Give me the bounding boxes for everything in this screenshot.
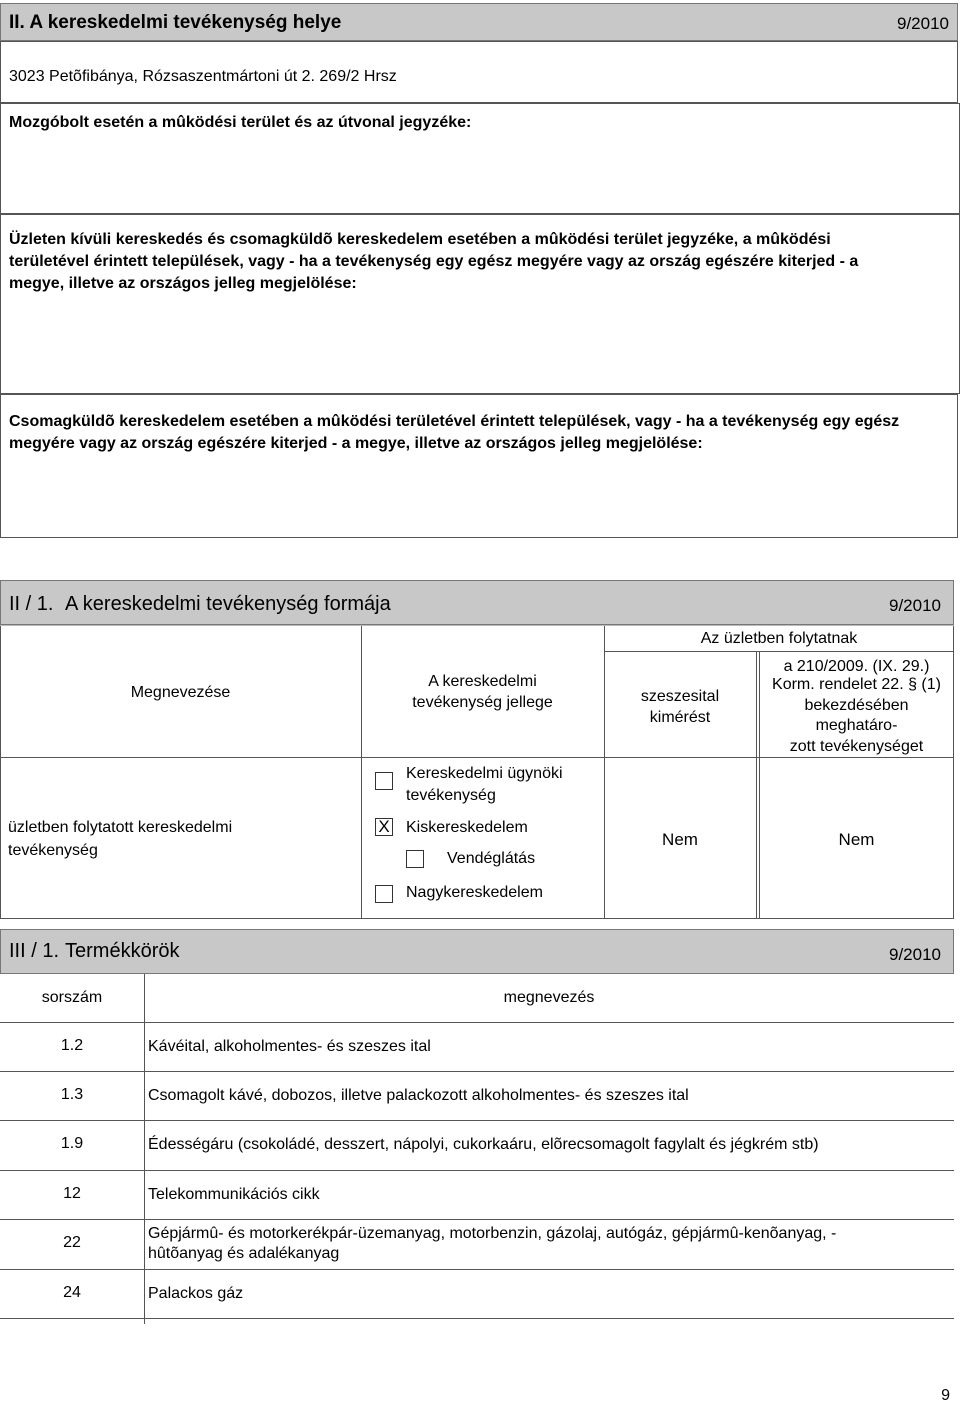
section-ii1-date: 9/2010 [889,596,941,615]
row-name-5-line2: hûtõanyag és adalékanyag [148,1245,340,1262]
row-name-line2: tevékenység [8,842,98,859]
row-num-1: 1.2 [60,1037,84,1054]
row-name-2: Csomagolt kávé, dobozos, illetve palackozott alkoholmentes- és szeszes ital [148,1087,689,1104]
forma-table [0,625,954,919]
row-num-6: 24 [63,1284,81,1301]
col-szeszesital-line2: kimérést [649,709,711,726]
section-ii1-title-prefix: II / 1. [9,593,54,615]
col-jellege-line1: A kereskedelmi [428,673,537,690]
section-iii1-title-prefix: III / 1. [9,940,60,962]
row-num-4: 12 [63,1185,81,1202]
section-ii-title: II. A kereskedelmi tevékenység helye [9,12,342,33]
row-name-3: Édességáru (csokoládé, desszert, nápolyi, cukorkaáru, elõrecsomagolt fagylalt és jégkrém stb) [148,1136,819,1153]
col-rendelet-line5: zott tevékenységet [789,738,924,755]
section-ii-date: 9/2010 [897,14,949,33]
csomagkuldo-label: Csomagküldõ kereskedelem esetében a mûködési területével érintett települések, vagy - ha a tevékenység egy egész megyére vagy az ország egészére kiterjed - a megye, illetve az országos jelleg megjelölése: [9,413,900,452]
szeszesital-value: Nem [662,830,698,849]
section-ii1-title: A kereskedelmi tevékenység formája [65,593,391,615]
row-name-6: Palackos gáz [148,1285,244,1302]
row-num-3: 1.9 [60,1135,84,1152]
col-sorszam: sorszám [41,989,103,1006]
row-name-5-line1: Gépjármû- és motorkerékpár-üzemanyag, motorbenzin, gázolaj, autógáz, gépjármû-kenõanyag, - [148,1225,837,1242]
col-rendelet-line4: meghatáro- [815,717,898,734]
col-megnevezese: Megnevezése [130,684,231,701]
row-name-1: Kávéital, alkoholmentes- és szeszes ital [148,1038,431,1055]
option-label-ugynoki-line1: Kereskedelmi ügynöki [406,765,563,782]
option-label-vendeglatas: Vendéglátás [447,850,536,867]
row-num-5: 22 [63,1234,81,1251]
page-number: 9 [941,1387,950,1404]
col-rendelet-line3: bekezdésében [804,697,909,714]
row-num-2: 1.3 [60,1086,84,1103]
section-ii1-header [0,580,954,625]
col-group: Az üzletben folytatnak [700,630,858,647]
uzleten-kivuli-box [0,214,960,394]
section-iii1-header [0,929,954,974]
csomagkuldo-box [0,394,958,538]
rendelet-value: Nem [838,830,875,849]
option-checkbox-kiskereskedelem[interactable]: X [375,818,393,836]
col-jellege-line2: tevékenység jellege [412,694,553,711]
col-szeszesital-line1: szeszesital [640,688,720,705]
option-label-kiskereskedelem: Kiskereskedelem [406,819,528,836]
section-iii1-date: 9/2010 [889,945,941,964]
option-checkbox-ugynoki[interactable] [375,772,393,790]
col-megnevezes: megnevezés [503,989,595,1006]
row-name-4: Telekommunikációs cikk [148,1186,320,1203]
termekkorok-table [0,974,954,1324]
address-box [0,41,958,103]
address-text: 3023 Petõfibánya, Rózsaszentmártoni út 2. 269/2 Hrsz [9,68,397,85]
uzleten-kivuli-label: Üzleten kívüli kereskedés és csomagküldõ kereskedelem esetében a mûködési terület jegyzéke, a mûködési területével érintett települések, vagy - ha a tevékenység egy egész megyére vagy az ország egészére kiterjed - a megye, illetve az országos jelleg megjelölése: [9,231,859,292]
mozgobolt-box [0,103,960,214]
option-label-ugynoki-line2: tevékenység [406,787,496,804]
row-name-line1: üzletben folytatott kereskedelmi [8,819,233,836]
col-rendelet-line1: a 210/2009. (IX. 29.) [783,658,930,675]
option-label-nagykereskedelem: Nagykereskedelem [406,884,543,901]
col-rendelet-line2: Korm. rendelet 22. § (1) [772,676,941,693]
mozgobolt-label: Mozgóbolt esetén a mûködési terület és az útvonal jegyzéke: [9,114,472,131]
option-checkbox-nagykereskedelem[interactable] [375,885,393,903]
section-ii-header [0,3,958,41]
option-checkbox-vendeglatas[interactable] [406,850,424,868]
section-iii1-title: Termékkörök [65,940,180,962]
